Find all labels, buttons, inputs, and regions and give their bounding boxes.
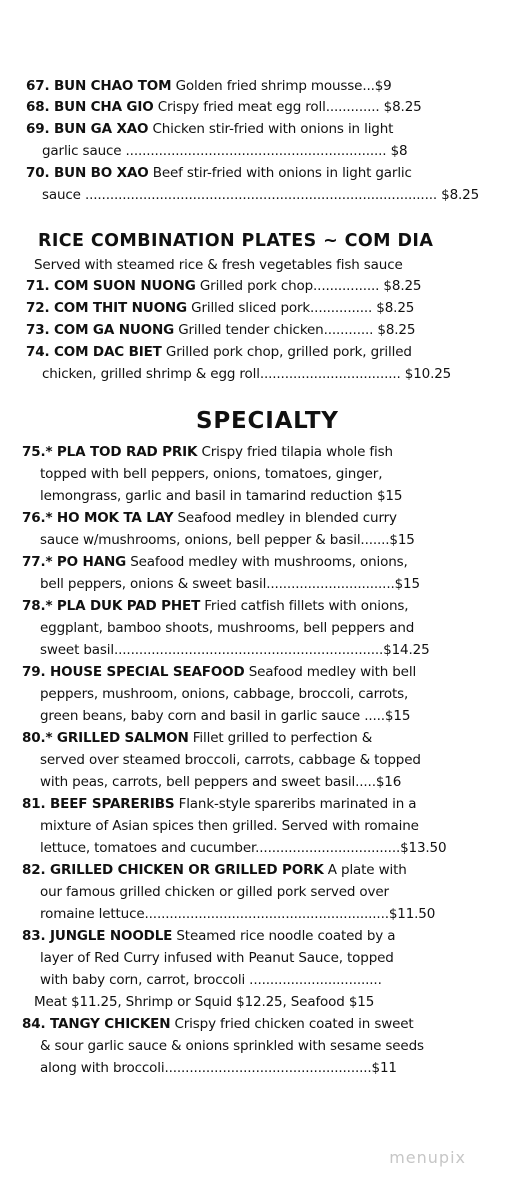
menu-line <box>26 277 421 295</box>
menu-line <box>40 685 408 703</box>
item-description: topped with bell peppers, onions, tomatoes, ginger, <box>40 466 383 482</box>
specialty-heading: SPECIALTY <box>196 408 339 434</box>
menu-line <box>40 751 421 769</box>
menu-line <box>26 299 414 317</box>
menu-line <box>22 861 407 879</box>
menu-line <box>26 321 415 339</box>
item-description: our famous grilled chicken or gilled pork served over <box>40 884 389 900</box>
item-description: A plate with <box>323 862 407 878</box>
item-description: garlic sauce ............................................................... $8 <box>42 143 408 159</box>
item-description: lemongrass, garlic and basil in tamarind reduction $15 <box>40 488 403 504</box>
item-description: chicken, grilled shrimp & egg roll.................................. $10.25 <box>42 366 452 382</box>
item-name: 83. JUNGLE NOODLE <box>22 928 173 944</box>
item-name: 75.* PLA TOD RAD PRIK <box>22 444 198 460</box>
item-description: romaine lettuce...........................................................$11.50 <box>40 906 436 922</box>
menu-line <box>42 365 451 383</box>
menu-line <box>40 773 401 791</box>
item-description: sweet basil.................................................................$14.25 <box>40 642 430 658</box>
menu-line <box>40 487 402 505</box>
menu-line <box>40 839 446 857</box>
menu-line <box>26 98 422 116</box>
menu-line <box>22 597 408 615</box>
item-description: Flank-style spareribs marinated in a <box>174 796 417 812</box>
menu-line <box>40 971 382 989</box>
item-description: served over steamed broccoli, carrots, cabbage & topped <box>40 752 421 768</box>
menu-line <box>22 663 416 681</box>
item-description: peppers, mushroom, onions, cabbage, broccoli, carrots, <box>40 686 409 702</box>
item-name: 81. BEEF SPARERIBS <box>22 796 175 812</box>
menu-line <box>22 1015 414 1033</box>
menu-line <box>42 186 479 204</box>
item-name: 80.* GRILLED SALMON <box>22 730 189 746</box>
menu-line <box>40 575 420 593</box>
menu-line <box>26 343 412 361</box>
menu-line <box>34 993 374 1011</box>
item-description: Fried catfish fillets with onions, <box>200 598 409 614</box>
item-description: sauce ..................................................................................... $8.25 <box>42 187 480 203</box>
rice-combination-heading: RICE COMBINATION PLATES ~ COM DIA <box>38 231 434 251</box>
item-description: layer of Red Curry infused with Peanut Sauce, topped <box>40 950 394 966</box>
item-description: Golden fried shrimp mousse...$9 <box>171 78 392 94</box>
item-description: Crispy fried chicken coated in sweet <box>170 1016 414 1032</box>
item-name: 84. TANGY CHICKEN <box>22 1016 171 1032</box>
item-description: Grilled pork chop, grilled pork, grilled <box>161 344 412 360</box>
menu-line <box>40 949 394 967</box>
menu-line <box>22 509 397 527</box>
item-description: Crispy fried tilapia whole fish <box>197 444 393 460</box>
menu-line <box>42 142 407 160</box>
menu-line <box>26 120 393 138</box>
item-description: Crispy fried meat egg roll............. $8.25 <box>153 99 422 115</box>
item-name: 71. COM SUON NUONG <box>26 278 196 294</box>
menu-line <box>40 817 419 835</box>
item-description: Fillet grilled to perfection & <box>188 730 373 746</box>
item-description: Beef stir-fried with onions in light garlic <box>148 165 412 181</box>
item-description: lettuce, tomatoes and cucumber...................................$13.50 <box>40 840 447 856</box>
item-name: 72. COM THIT NUONG <box>26 300 187 316</box>
item-description: Seafood medley with mushrooms, onions, <box>126 554 408 570</box>
item-name: 76.* HO MOK TA LAY <box>22 510 174 526</box>
menu-line <box>34 256 403 274</box>
menu-line <box>22 729 372 747</box>
item-description: Chicken stir-fried with onions in light <box>148 121 394 137</box>
menu-line <box>40 531 415 549</box>
item-description: Grilled tender chicken............ $8.25 <box>174 322 416 338</box>
menu-line <box>26 77 392 95</box>
item-name: 74. COM DAC BIET <box>26 344 162 360</box>
item-description: along with broccoli..................................................$11 <box>40 1060 397 1076</box>
menu-line <box>40 1037 424 1055</box>
item-name: 82. GRILLED CHICKEN OR GRILLED PORK <box>22 862 324 878</box>
menu-line <box>40 707 410 725</box>
item-name: 78.* PLA DUK PAD PHET <box>22 598 201 614</box>
menupix-watermark: menupix <box>389 1148 466 1167</box>
menu-line <box>40 641 430 659</box>
item-name: 79. HOUSE SPECIAL SEAFOOD <box>22 664 245 680</box>
item-name: 68. BUN CHA GIO <box>26 99 154 115</box>
item-name: 70. BUN BO XAO <box>26 165 149 181</box>
item-description: sauce w/mushrooms, onions, bell pepper & basil.......$15 <box>40 532 415 548</box>
item-name: 77.* PO HANG <box>22 554 127 570</box>
item-description: Steamed rice noodle coated by a <box>172 928 396 944</box>
item-description: Seafood medley with bell <box>244 664 417 680</box>
menu-line <box>22 553 408 571</box>
menu-line <box>26 164 412 182</box>
menu-line <box>22 443 393 461</box>
menu-line <box>40 619 414 637</box>
item-description: bell peppers, onions & sweet basil...............................$15 <box>40 576 420 592</box>
menu-line <box>40 905 435 923</box>
menu-line <box>22 927 395 945</box>
item-description: Grilled pork chop................ $8.25 <box>195 278 422 294</box>
item-description: Seafood medley in blended curry <box>173 510 397 526</box>
menu-line <box>40 465 382 483</box>
menu-line <box>40 1059 397 1077</box>
menu-line <box>22 795 416 813</box>
item-description: Meat $11.25, Shrimp or Squid $12.25, Seafood $15 <box>34 994 375 1010</box>
item-name: 67. BUN CHAO TOM <box>26 78 172 94</box>
item-name: 73. COM GA NUONG <box>26 322 175 338</box>
item-description: Served with steamed rice & fresh vegetables fish sauce <box>34 257 403 273</box>
item-description: green beans, baby corn and basil in garlic sauce .....$15 <box>40 708 411 724</box>
item-description: with baby corn, carrot, broccoli ................................ <box>40 972 382 988</box>
menu-line <box>40 883 389 901</box>
item-description: Grilled sliced pork............... $8.25 <box>187 300 415 316</box>
item-description: with peas, carrots, bell peppers and sweet basil.....$16 <box>40 774 402 790</box>
item-description: & sour garlic sauce & onions sprinkled with sesame seeds <box>40 1038 424 1054</box>
item-description: mixture of Asian spices then grilled. Served with romaine <box>40 818 419 834</box>
item-description: eggplant, bamboo shoots, mushrooms, bell peppers and <box>40 620 415 636</box>
item-name: 69. BUN GA XAO <box>26 121 149 137</box>
